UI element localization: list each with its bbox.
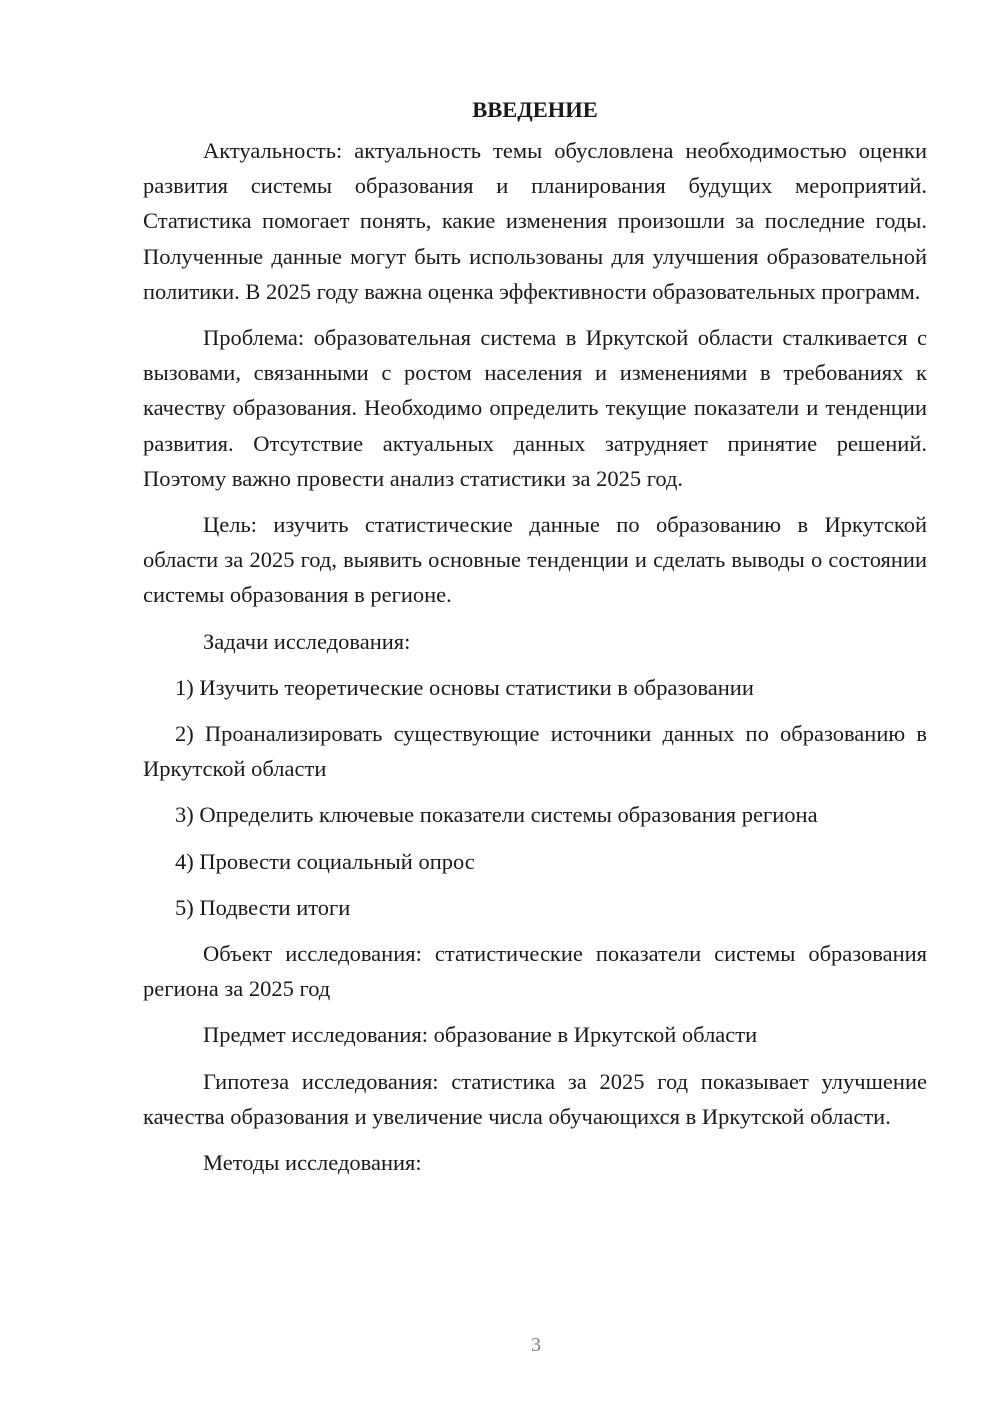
paragraph-goal: Цель: изучить статистические данные по образованию в Иркутской области за 2025 год, выявить основные тенденции и сделать выводы о состоянии системы образования в регионе.	[143, 512, 927, 608]
task-item-3: 3) Определить ключевые показатели системы образования региона	[175, 802, 818, 828]
task-item-4: 4) Провести социальный опрос	[175, 848, 475, 874]
page-title: ВВЕДЕНИЕ	[472, 97, 598, 122]
task-item-5: 5) Подвести итоги	[175, 894, 351, 920]
paragraph-problem: Проблема: образовательная система в Иркутской области сталкивается с вызовами, связанными с ростом населения и изменениями в требованиях к качеству образования. Необходимо определить текущие показатели и тенденции развития. Отсутствие актуальных данных затрудняет принятие решений. Поэтому важно провести анализ статистики за 2025 год.	[143, 325, 927, 491]
paragraph-relevance: Актуальность: актуальность темы обусловлена необходимостью оценки развития системы образования и планирования будущих мероприятий. Статистика помогает понять, какие изменения произошли за последние годы. Полученные данные могут быть использованы для улучшения образовательной политики. В 2025 году важна оценка эффективности образовательных программ.	[143, 138, 927, 304]
tasks-heading: Задачи исследования:	[203, 628, 411, 654]
page-number: 3	[531, 1334, 541, 1356]
paragraph-object: Объект исследования: статистические показатели системы образования региона за 2025 год	[143, 941, 927, 1002]
paragraph-hypothesis: Гипотеза исследования: статистика за 2025 год показывает улучшение качества образования и увеличение числа обучающихся в Иркутской области.	[143, 1068, 927, 1129]
methods-heading: Методы исследования:	[203, 1150, 422, 1176]
paragraph-subject: Предмет исследования: образование в Иркутской области	[203, 1022, 758, 1048]
task-item-2: 2) Проанализировать существующие источники данных по образованию в Иркутской области	[143, 721, 927, 782]
task-item-1: 1) Изучить теоретические основы статистики в образовании	[175, 674, 754, 700]
page-content	[143, 92, 927, 1191]
